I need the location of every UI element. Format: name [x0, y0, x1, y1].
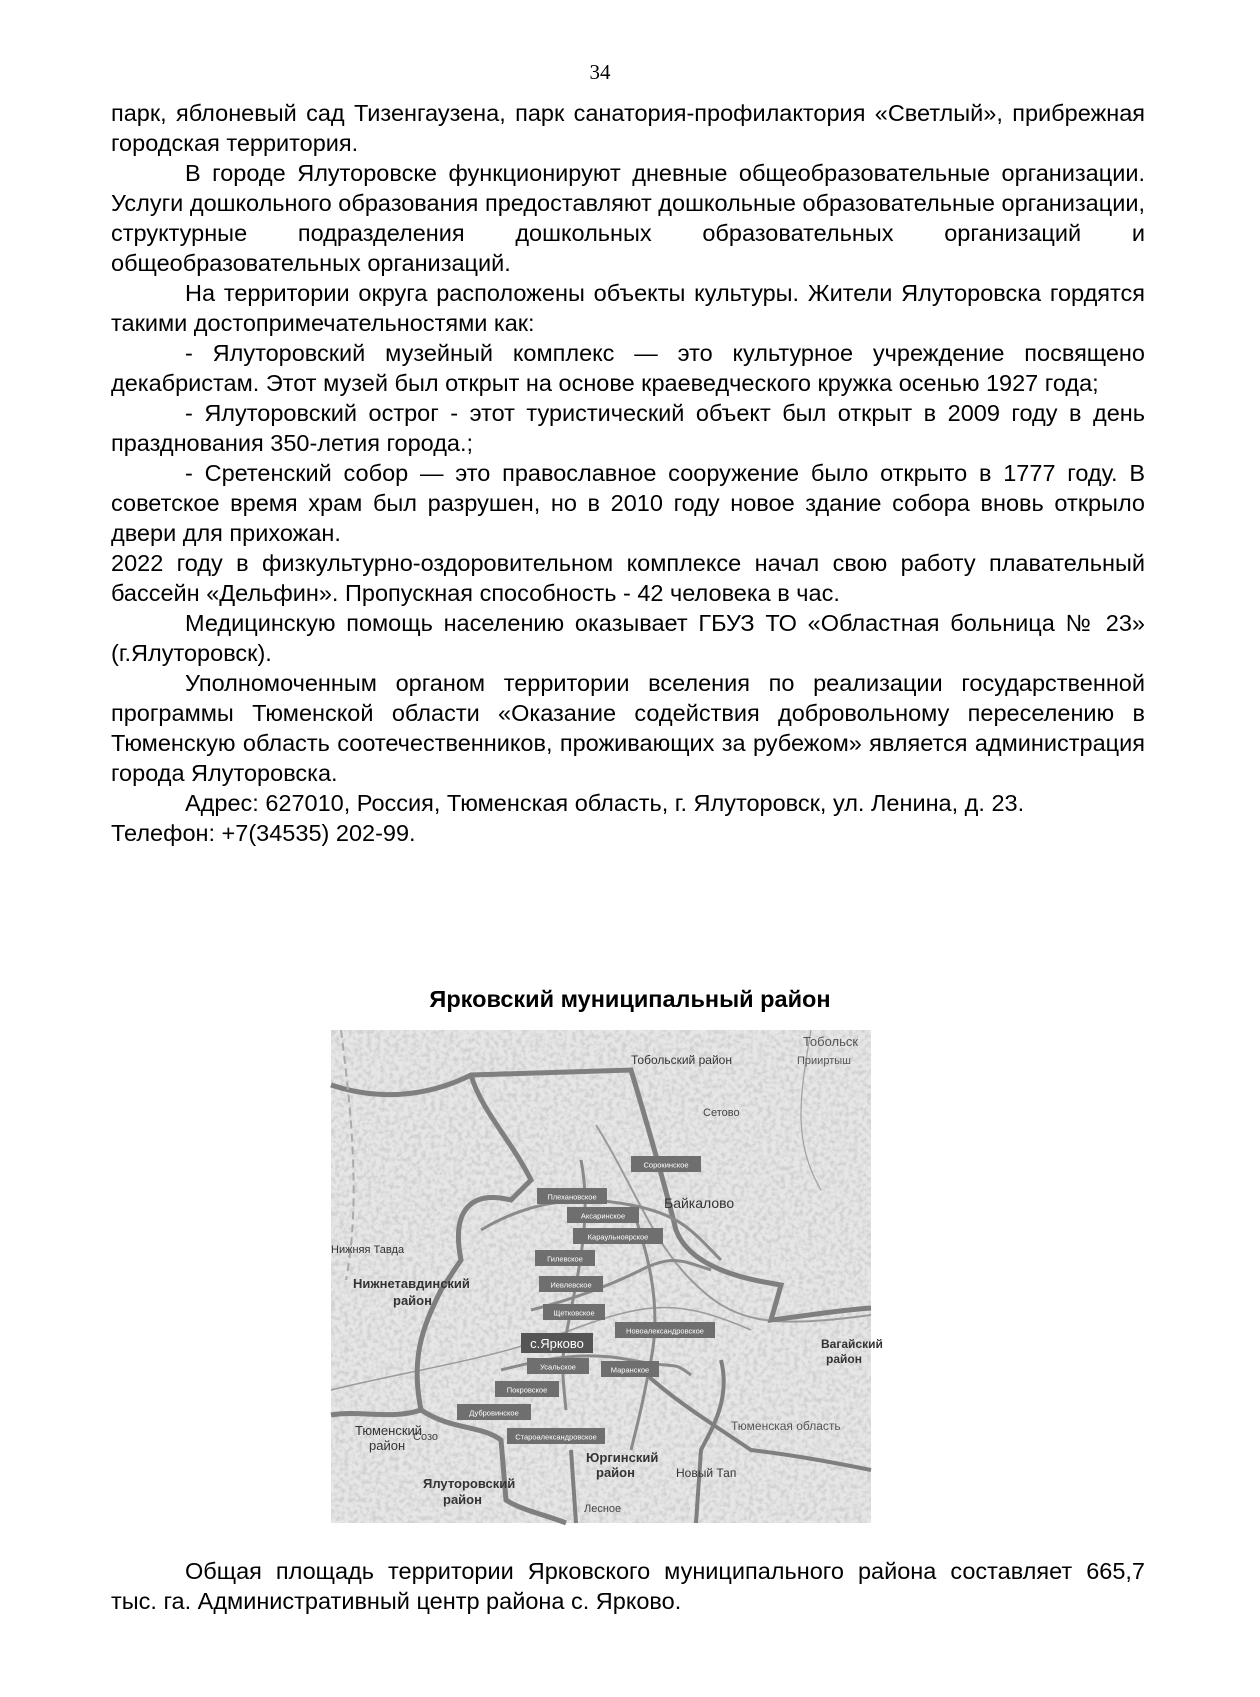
svg-text:Аксаринское: Аксаринское — [580, 1211, 626, 1221]
svg-text:Плехановское: Плехановское — [547, 1192, 597, 1202]
svg-text:Покровское: Покровское — [506, 1385, 548, 1395]
region-label: район — [393, 1293, 432, 1308]
address-line: Адрес: 627010, Россия, Тюменская область, г. Ялуторовск, ул. Ленина, д. 23. — [185, 790, 1025, 816]
svg-text:Сорокинское: Сорокинское — [643, 1160, 689, 1170]
region-label: Ялуторовский — [423, 1476, 516, 1491]
paragraph: Медицинскую помощь населению оказывает ГБУЗ ТО «Областная больница № 23» (г.Ялуторовск). — [111, 610, 1145, 666]
body-text — [111, 98, 1145, 848]
svg-text:Иевлевское: Иевлевское — [550, 1280, 592, 1290]
page-number: 34 — [589, 60, 611, 84]
region-label: Юргинский — [586, 1450, 659, 1465]
list-item: - Сретенский собор — это православное сооружение было открыто в 1777 году. В советское время храм был разрушен, но в 2010 году новое здание собора вновь открыло двери для прихожан. — [111, 460, 1145, 546]
paragraph: Общая площадь территории Ярковского муниципального района составляет 665,7 тыс. га. Административный центр района с. Ярково. — [111, 1558, 1145, 1614]
place-label: Новый Тап — [676, 1466, 737, 1480]
settlement-label — [535, 1250, 595, 1266]
region-label: район — [443, 1492, 482, 1507]
place-label: Лесное — [584, 1503, 622, 1515]
settlement-label — [631, 1156, 701, 1172]
paragraph: В городе Ялуторовске функционируют дневные общеобразовательные организации. Услуги дошкольного образования предоставляют дошкольные образовательные организации, структурные подразделения дошкольных образовательных организаций и общеобразовательных организаций. — [111, 160, 1145, 276]
place-label: Прииртыш — [797, 1055, 851, 1067]
svg-text:Усальское: Усальское — [540, 1362, 576, 1372]
paragraph: парк, яблоневый сад Тизенгаузена, парк санатория-профилактория «Светлый», прибрежная городская территория. — [111, 100, 1145, 156]
svg-text:Новоалександровское: Новоалександровское — [626, 1326, 704, 1336]
settlement-label — [507, 1428, 605, 1444]
region-label: район — [596, 1465, 635, 1480]
svg-text:Маранское: Маранское — [610, 1365, 650, 1375]
settlement-label — [527, 1358, 589, 1374]
region-label: район — [826, 1352, 862, 1366]
settlement-label — [495, 1381, 559, 1397]
svg-text:Староалександровское: Староалександровское — [515, 1432, 597, 1442]
svg-text:Караульноярское: Караульноярское — [587, 1232, 649, 1242]
center-label — [521, 1333, 593, 1353]
settlement-label — [601, 1361, 659, 1377]
region-label: Вагайский — [821, 1337, 883, 1351]
place-label: Нижняя Тавда — [331, 1244, 405, 1256]
list-item: - Ялуторовский музейный комплекс — это культурное учреждение посвящено декабристам. Этот музей был открыт на основе краеведческого кружка осенью 1927 года; — [111, 340, 1145, 396]
section-title: Ярковский муниципальный район — [429, 986, 831, 1012]
place-label: Тобольск — [803, 1034, 859, 1049]
phone-line: Телефон: +7(34535) 202-99. — [111, 820, 416, 846]
svg-text:с.Ярково: с.Ярково — [530, 1336, 584, 1351]
region-label: Тюменская область — [731, 1419, 841, 1433]
svg-text:Дубровинское: Дубровинское — [469, 1408, 519, 1418]
settlement-label — [543, 1304, 605, 1320]
paragraph: 2022 году в физкультурно-оздоровительном комплексе начал свою работу плавательный бассейн «Дельфин». Пропускная способность - 42 человека в час. — [111, 550, 1145, 606]
settlement-label — [537, 1188, 607, 1204]
settlement-label — [615, 1322, 715, 1338]
settlement-label — [539, 1276, 603, 1292]
paragraph: На территории округа расположены объекты культуры. Жители Ялуторовска гордятся такими достопримечательностями как: — [111, 280, 1145, 336]
paragraph: Уполномоченным органом территории вселения по реализации государственной программы Тюменской области «Оказание содействия добровольному переселению в Тюменскую область соотечественников, проживающих за рубежом» является администрация города Ялуторовска. — [111, 670, 1145, 786]
settlement-label — [567, 1207, 639, 1223]
place-label: Созо — [413, 1431, 438, 1443]
settlement-label — [457, 1404, 531, 1420]
place-label: Байкалово — [664, 1195, 735, 1211]
settlement-label — [573, 1228, 663, 1244]
district-map — [331, 1030, 883, 1523]
svg-text:Гилевское: Гилевское — [547, 1254, 583, 1264]
region-label: район — [369, 1438, 406, 1453]
svg-text:Щетковское: Щетковское — [553, 1308, 595, 1318]
region-label: Тюменский — [355, 1423, 423, 1438]
region-label: Нижнетавдинский — [353, 1276, 470, 1291]
region-label: Тобольский район — [631, 1053, 732, 1067]
closing-text — [111, 1556, 1145, 1616]
place-label: Сетово — [703, 1107, 740, 1119]
list-item: - Ялуторовский острог - этот туристический объект был открыт в 2009 году в день празднования 350-летия города.; — [111, 400, 1145, 456]
